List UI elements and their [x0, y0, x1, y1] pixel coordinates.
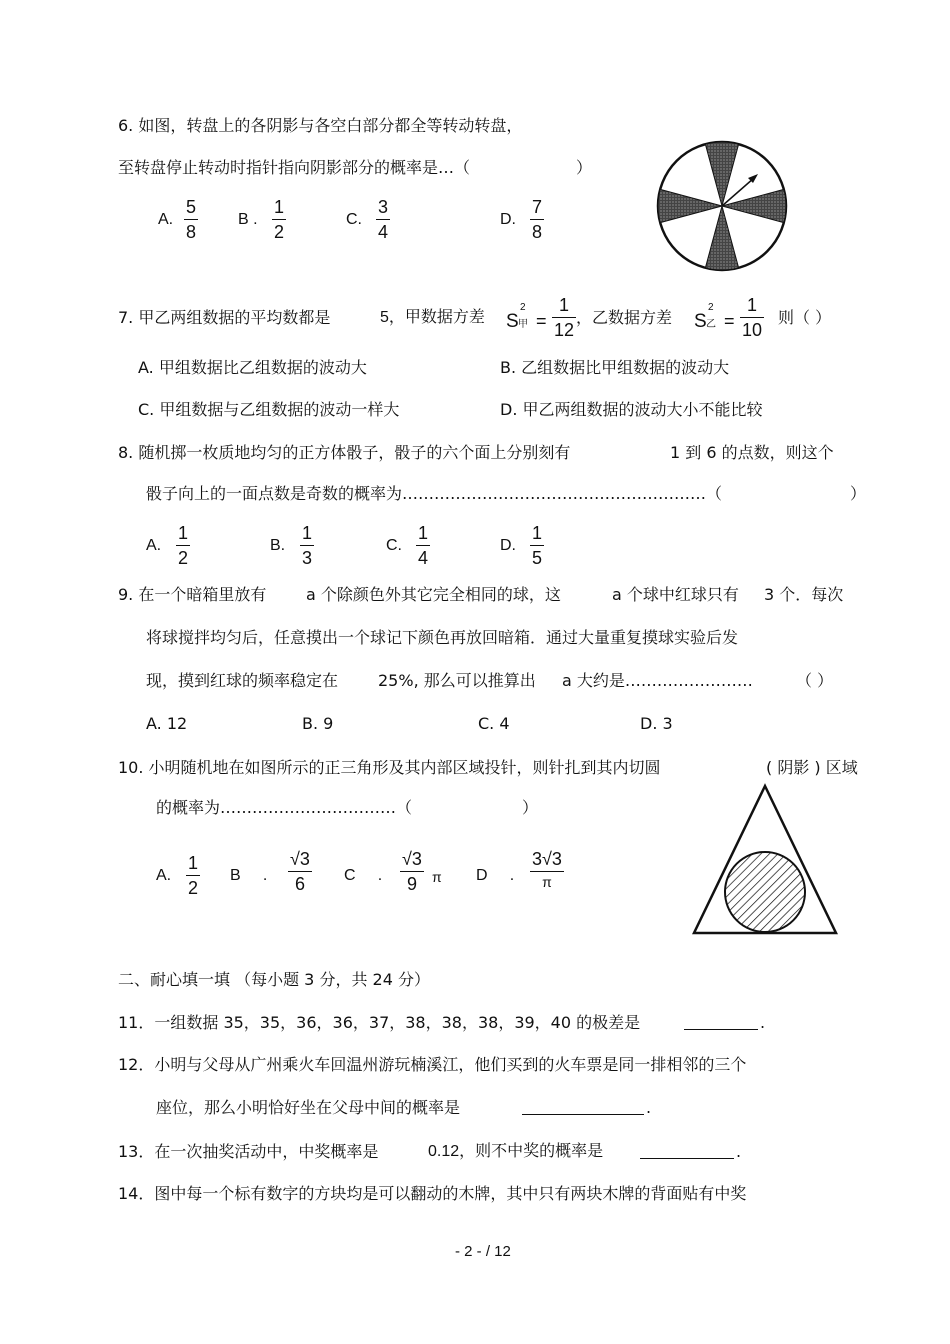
- q10-option-d-label: D .: [476, 867, 515, 884]
- fraction-denominator: 4: [418, 548, 429, 568]
- spinner-figure: [654, 138, 790, 274]
- q9-line3-d: （ ）: [796, 671, 834, 690]
- fraction-numerator: 1: [532, 523, 543, 543]
- fraction-numerator: 3: [378, 197, 389, 217]
- q9-line1-a: 9. 在一个暗箱里放有: [118, 585, 267, 604]
- q7-variance-b-subscript: 乙: [706, 319, 716, 330]
- q6-option-a-fraction: [184, 198, 198, 241]
- fraction-denominator: 12: [554, 320, 575, 340]
- q7-variance-b-superscript: 2: [708, 302, 714, 313]
- fraction-denominator: 5: [532, 548, 543, 568]
- fraction-numerator: 1: [418, 523, 429, 543]
- fraction-denominator: 3: [302, 548, 313, 568]
- fraction-denominator: 9: [406, 874, 417, 894]
- fraction-denominator: 4: [378, 222, 389, 242]
- q10-line1-start: 10. 小明随机地在如图所示的正三角形及其内部区域投针，则针扎到其内切圆: [118, 758, 661, 777]
- q7-text-five: 5，甲数据方差: [380, 309, 485, 326]
- q10-option-c-label: C .: [344, 867, 383, 884]
- q12-line1: 12．小明与父母从广州乘火车回温州游玩楠溪江，他们买到的火车票是同一排相邻的三个: [118, 1055, 747, 1074]
- q7-variance-b-fraction: [740, 296, 764, 339]
- q9-line3-b: 25%, 那么可以推算出: [378, 671, 536, 690]
- fraction-numerator: 3√3: [532, 849, 562, 869]
- fraction-numerator: 5: [186, 197, 197, 217]
- q10-line1-end: ( 阴影 ) 区域: [766, 758, 858, 777]
- q6-option-b-label: B .: [238, 211, 258, 228]
- q9-option-c: C. 4: [478, 714, 510, 733]
- fraction-denominator: 8: [532, 222, 543, 242]
- q8-option-d-label: D.: [500, 537, 516, 554]
- q8-option-a-fraction: [176, 524, 190, 567]
- q10-option-a-label: A.: [156, 867, 172, 884]
- fraction-numerator: 7: [532, 197, 543, 217]
- fraction-denominator: 2: [188, 878, 199, 898]
- q13-answer-blank[interactable]: [640, 1144, 734, 1159]
- section-2-heading: 二、耐心填一填 （每小题 3 分，共 24 分）: [118, 970, 430, 989]
- q10-line2: 的概率为……………………………（: [156, 798, 413, 817]
- q13-text-a: 13．在一次抽奖活动中，中奖概率是: [118, 1142, 379, 1161]
- q7-text-start: 7. 甲乙两组数据的平均数都是: [118, 308, 331, 327]
- q13-end: .: [736, 1142, 742, 1161]
- q7-variance-a-fraction: [552, 296, 576, 339]
- q9-option-a: A. 12: [146, 714, 188, 733]
- q8-option-b-label: B.: [270, 537, 286, 554]
- q10-option-b-label: B .: [230, 867, 268, 884]
- q7-option-a: A. 甲组数据比乙组数据的波动大: [138, 358, 367, 377]
- q7-variance-a-superscript: 2: [520, 302, 526, 313]
- fraction-numerator: 1: [274, 197, 285, 217]
- q7-text-mid: ，乙数据方差: [576, 308, 673, 327]
- q7-variance-a-equals: =: [536, 311, 547, 331]
- fraction-denominator: 6: [294, 874, 305, 894]
- q10-option-c-pi: π: [432, 869, 442, 885]
- page-number: - 2 - / 12: [455, 1243, 511, 1260]
- q6-option-a-label: A.: [158, 211, 174, 228]
- q9-line1-c: a 个球中红球只有: [612, 585, 739, 604]
- q7-text-tail: 则（ ）: [778, 308, 832, 327]
- q6-line1: 6. 如图，转盘上的各阴影与各空白部分都全等转动转盘，: [118, 116, 523, 135]
- q10-option-a-fraction: [186, 854, 200, 897]
- q7-variance-b-symbol: S: [694, 311, 707, 332]
- q12-end: .: [646, 1098, 652, 1117]
- q6-option-b-fraction: [272, 198, 286, 241]
- q8-line1-end: 1 到 6 的点数，则这个: [670, 443, 834, 462]
- q9-line3-a: 现，摸到红球的频率稳定在: [146, 671, 339, 690]
- q6-line2: 至转盘停止转动时指针指向阴影部分的概率是…（: [118, 158, 471, 177]
- q9-option-d: D. 3: [640, 714, 673, 733]
- q7-variance-a-symbol: S: [506, 311, 519, 332]
- q6-option-c-label: C.: [346, 211, 362, 228]
- q8-option-a-label: A.: [146, 537, 162, 554]
- q8-option-c-fraction: [416, 524, 430, 567]
- fraction-numerator: 1: [747, 295, 758, 315]
- q6-option-d-label: D.: [500, 211, 516, 228]
- triangle-incircle-figure: [690, 780, 840, 940]
- fraction-numerator: 1: [178, 523, 189, 543]
- q13-text-b: 0.12，则不中奖的概率是: [428, 1143, 604, 1160]
- q9-line2: 将球搅拌均匀后，任意摸出一个球记下颜色再放回暗箱．通过大量重复摸球实验后发: [146, 628, 739, 647]
- q10-paren-close: ）: [522, 798, 539, 817]
- q6-option-c-fraction: [376, 198, 390, 241]
- q12-line2: 座位，那么小明恰好坐在父母中间的概率是: [156, 1098, 461, 1117]
- q10-option-b-fraction: [288, 850, 312, 893]
- fraction-numerator: √3: [402, 849, 422, 869]
- q11-answer-blank[interactable]: [684, 1015, 758, 1030]
- fraction-denominator: 10: [742, 320, 763, 340]
- fraction-numerator: 1: [188, 853, 199, 873]
- q8-line1-start: 8. 随机掷一枚质地均匀的正方体骰子，骰子的六个面上分别刻有: [118, 443, 571, 462]
- q10-option-c-fraction: [400, 850, 424, 893]
- q7-option-b: B. 乙组数据比甲组数据的波动大: [500, 358, 730, 377]
- q10-option-d-fraction: [530, 850, 564, 889]
- shaded-incircle: [725, 852, 805, 932]
- q9-line1-d: 3 个．每次: [764, 585, 844, 604]
- q12-answer-blank[interactable]: [522, 1100, 644, 1115]
- q9-option-b: B. 9: [302, 714, 334, 733]
- fraction-denominator: 2: [178, 548, 189, 568]
- fraction-denominator: 2: [274, 222, 285, 242]
- q8-paren-close: ）: [850, 484, 867, 503]
- q11-text: 11．一组数据 35，35，36，36，37，38，38，38，39，40 的极差是: [118, 1013, 641, 1032]
- q7-variance-a-subscript: 甲: [518, 319, 528, 330]
- q7-variance-b-equals: =: [724, 311, 735, 331]
- fraction-denominator: π: [542, 874, 552, 890]
- fraction-numerator: 1: [302, 523, 313, 543]
- q6-option-d-fraction: [530, 198, 544, 241]
- q8-option-c-label: C.: [386, 537, 402, 554]
- q9-line1-b: a 个除颜色外其它完全相同的球，这: [306, 585, 561, 604]
- q8-line2: 骰子向上的一面点数是奇数的概率为…………………………………………………（: [146, 484, 723, 503]
- q8-option-d-fraction: [530, 524, 544, 567]
- q9-line3-c: a 大约是……………………: [562, 671, 753, 690]
- q7-option-d: D. 甲乙两组数据的波动大小不能比较: [500, 400, 763, 419]
- q7-option-c: C. 甲组数据与乙组数据的波动一样大: [138, 400, 400, 419]
- q6-paren-close: ）: [576, 158, 593, 177]
- q8-option-b-fraction: [300, 524, 314, 567]
- fraction-numerator: 1: [559, 295, 570, 315]
- fraction-numerator: √3: [290, 849, 310, 869]
- fraction-denominator: 8: [186, 222, 197, 242]
- q14-line1: 14．图中每一个标有数字的方块均是可以翻动的木牌，其中只有两块木牌的背面贴有中奖: [118, 1184, 747, 1203]
- q11-end: .: [760, 1013, 766, 1032]
